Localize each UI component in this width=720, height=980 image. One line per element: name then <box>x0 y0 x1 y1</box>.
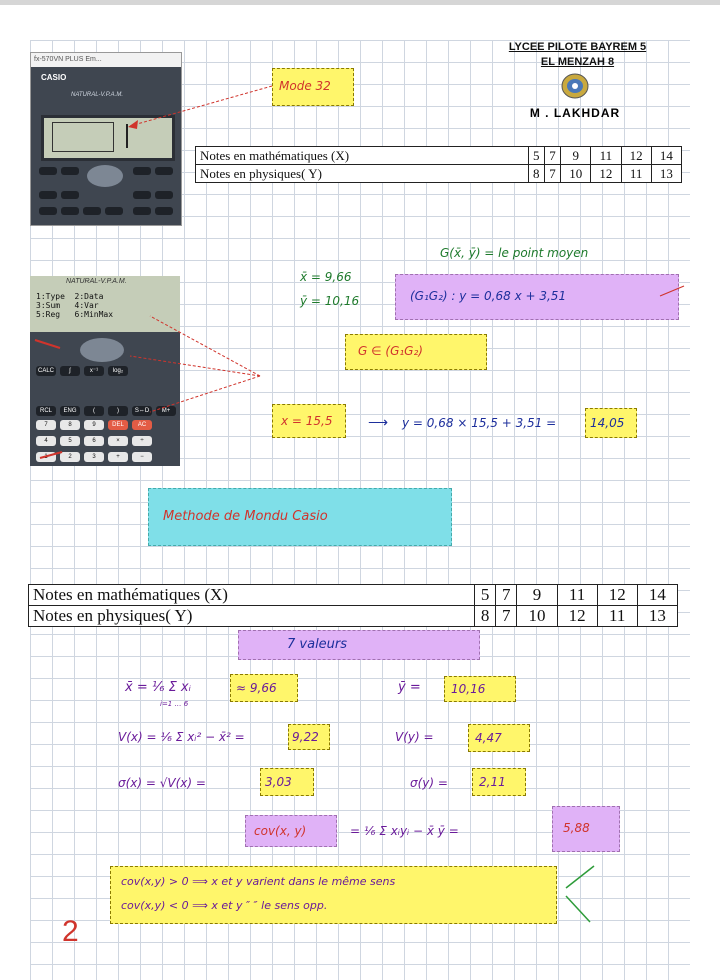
table-cell: 9 <box>517 585 557 606</box>
key: ∫ <box>60 366 80 376</box>
arrow-icon <box>660 286 684 296</box>
key: S⇔D <box>132 406 152 416</box>
key: 8 <box>60 420 80 430</box>
rule-positive: cov(x,y) > 0 ⟹ x et y varient dans le même sens <box>121 875 396 888</box>
table-cell: 5 <box>528 147 544 165</box>
cov-label: cov(x, y) <box>254 824 307 838</box>
school-name: LYCEE PILOTE BAYREM 5 <box>508 41 647 53</box>
sx-formula: σ(x) = √V(x) = <box>118 776 206 790</box>
key: − <box>132 452 152 462</box>
sy-value: 2,11 <box>479 775 506 789</box>
table-cell: 11 <box>591 147 621 165</box>
table-cell: 11 <box>557 585 597 606</box>
row-header: Notes en mathématiques (X) <box>29 585 475 606</box>
key: log₂ <box>108 366 128 376</box>
table-cell: 7 <box>496 606 517 627</box>
y-calc: y = 0,68 × 15,5 + 3,51 = <box>402 416 557 430</box>
calculator-model: NATURAL-V.P.A.M. <box>30 276 180 288</box>
key: ) <box>108 406 128 416</box>
arrow-icon <box>35 316 260 458</box>
cov-formula: = ¹⁄₆ Σ xᵢyᵢ − x̄ ȳ = <box>350 824 459 838</box>
key: 2 <box>60 452 80 462</box>
key: RCL <box>36 406 56 416</box>
table-cell: 14 <box>637 585 677 606</box>
key: DEL <box>108 420 128 430</box>
table-cell: 12 <box>557 606 597 627</box>
calculator-model: NATURAL-V.P.A.M. <box>71 92 124 98</box>
key: CALC <box>37 368 54 374</box>
key: ( <box>84 406 104 416</box>
table-cell: 5 <box>475 585 496 606</box>
regression-line: (G₁G₂) : y = 0,68 x + 3,51 <box>410 289 567 303</box>
table-cell: 9 <box>561 147 591 165</box>
row-header: Notes en physiques( Y) <box>196 165 529 183</box>
table-cell: 8 <box>528 165 544 183</box>
table-cell: 8 <box>475 606 496 627</box>
table-cell: 12 <box>591 165 621 183</box>
key: AC <box>132 420 152 430</box>
table-cell: 12 <box>621 147 651 165</box>
key: ENG <box>60 406 80 416</box>
table-cell: 7 <box>496 585 517 606</box>
checkmark-icon <box>566 866 594 922</box>
vx-formula: V(x) = ¹⁄₆ Σ xᵢ² − x̄² = <box>118 730 245 744</box>
vx-value: 9,22 <box>292 730 319 744</box>
ybar-value: 10,16 <box>451 682 486 696</box>
key: × <box>108 436 128 446</box>
key: 6 <box>84 436 104 446</box>
count-note: 7 valeurs <box>287 637 348 652</box>
xbar-formula: x̄ = ¹⁄₆ Σ xᵢ <box>125 680 191 695</box>
table-cell: 13 <box>637 606 677 627</box>
cov-value: 5,88 <box>563 821 590 835</box>
table-cell: 7 <box>544 165 560 183</box>
g-belongs-note: G ∈ (G₁G₂) <box>358 344 423 358</box>
page-number: 2 <box>62 915 79 948</box>
ybar-note: ȳ = 10,16 <box>300 294 360 308</box>
teacher-name: M . LAKHDAR <box>529 106 621 120</box>
xbar-note: x̄ = 9,66 <box>300 270 352 284</box>
arrow-icon <box>128 86 272 129</box>
sum-bounds: i=1 … 6 <box>160 700 189 708</box>
table-cell: 10 <box>561 165 591 183</box>
table-cell: 14 <box>651 147 681 165</box>
key: 4 <box>36 436 56 446</box>
x-value: x = 15,5 <box>281 414 333 428</box>
table-cell: 11 <box>597 606 637 627</box>
mean-point-note: G(x̄, ȳ) = le point moyen <box>440 246 589 260</box>
vy-value: 4,47 <box>475 731 502 745</box>
key: ÷ <box>132 436 152 446</box>
key: M+ <box>156 406 176 416</box>
window-title: fx-570VN PLUS Em... <box>31 53 181 67</box>
school-location: EL MENZAH 8 <box>540 56 615 68</box>
key: 5 <box>60 436 80 446</box>
calculator-brand: CASIO <box>41 73 67 82</box>
table-cell: 10 <box>517 606 557 627</box>
vy-label: V(y) = <box>395 730 434 744</box>
key: 9 <box>84 420 104 430</box>
arrow-icon: ⟶ <box>368 414 389 430</box>
key: + <box>108 452 128 462</box>
sx-value: 3,03 <box>265 775 292 789</box>
table-cell: 11 <box>621 165 651 183</box>
table-cell: 7 <box>544 147 560 165</box>
xbar-value: ≈ 9,66 <box>236 681 277 695</box>
rule-negative: cov(x,y) < 0 ⟹ x et y ″ ″ le sens opp. <box>121 899 328 912</box>
row-header: Notes en physiques( Y) <box>29 606 475 627</box>
key: x⁻¹ <box>84 366 104 376</box>
key: 3 <box>84 452 104 462</box>
sy-label: σ(y) = <box>410 776 448 790</box>
y-result: 14,05 <box>590 416 625 430</box>
mode-note: Mode 32 <box>279 79 331 93</box>
stat-menu-display: 1:Type 2:Data 3:Sum 4:Var 5:Reg 6:MinMax <box>30 288 180 332</box>
key: 7 <box>36 420 56 430</box>
row-header: Notes en mathématiques (X) <box>196 147 529 165</box>
table-cell: 13 <box>651 165 681 183</box>
table-cell: 12 <box>597 585 637 606</box>
method-title: Methode de Mondu Casio <box>163 509 328 524</box>
ybar-label: ȳ = <box>398 680 421 695</box>
